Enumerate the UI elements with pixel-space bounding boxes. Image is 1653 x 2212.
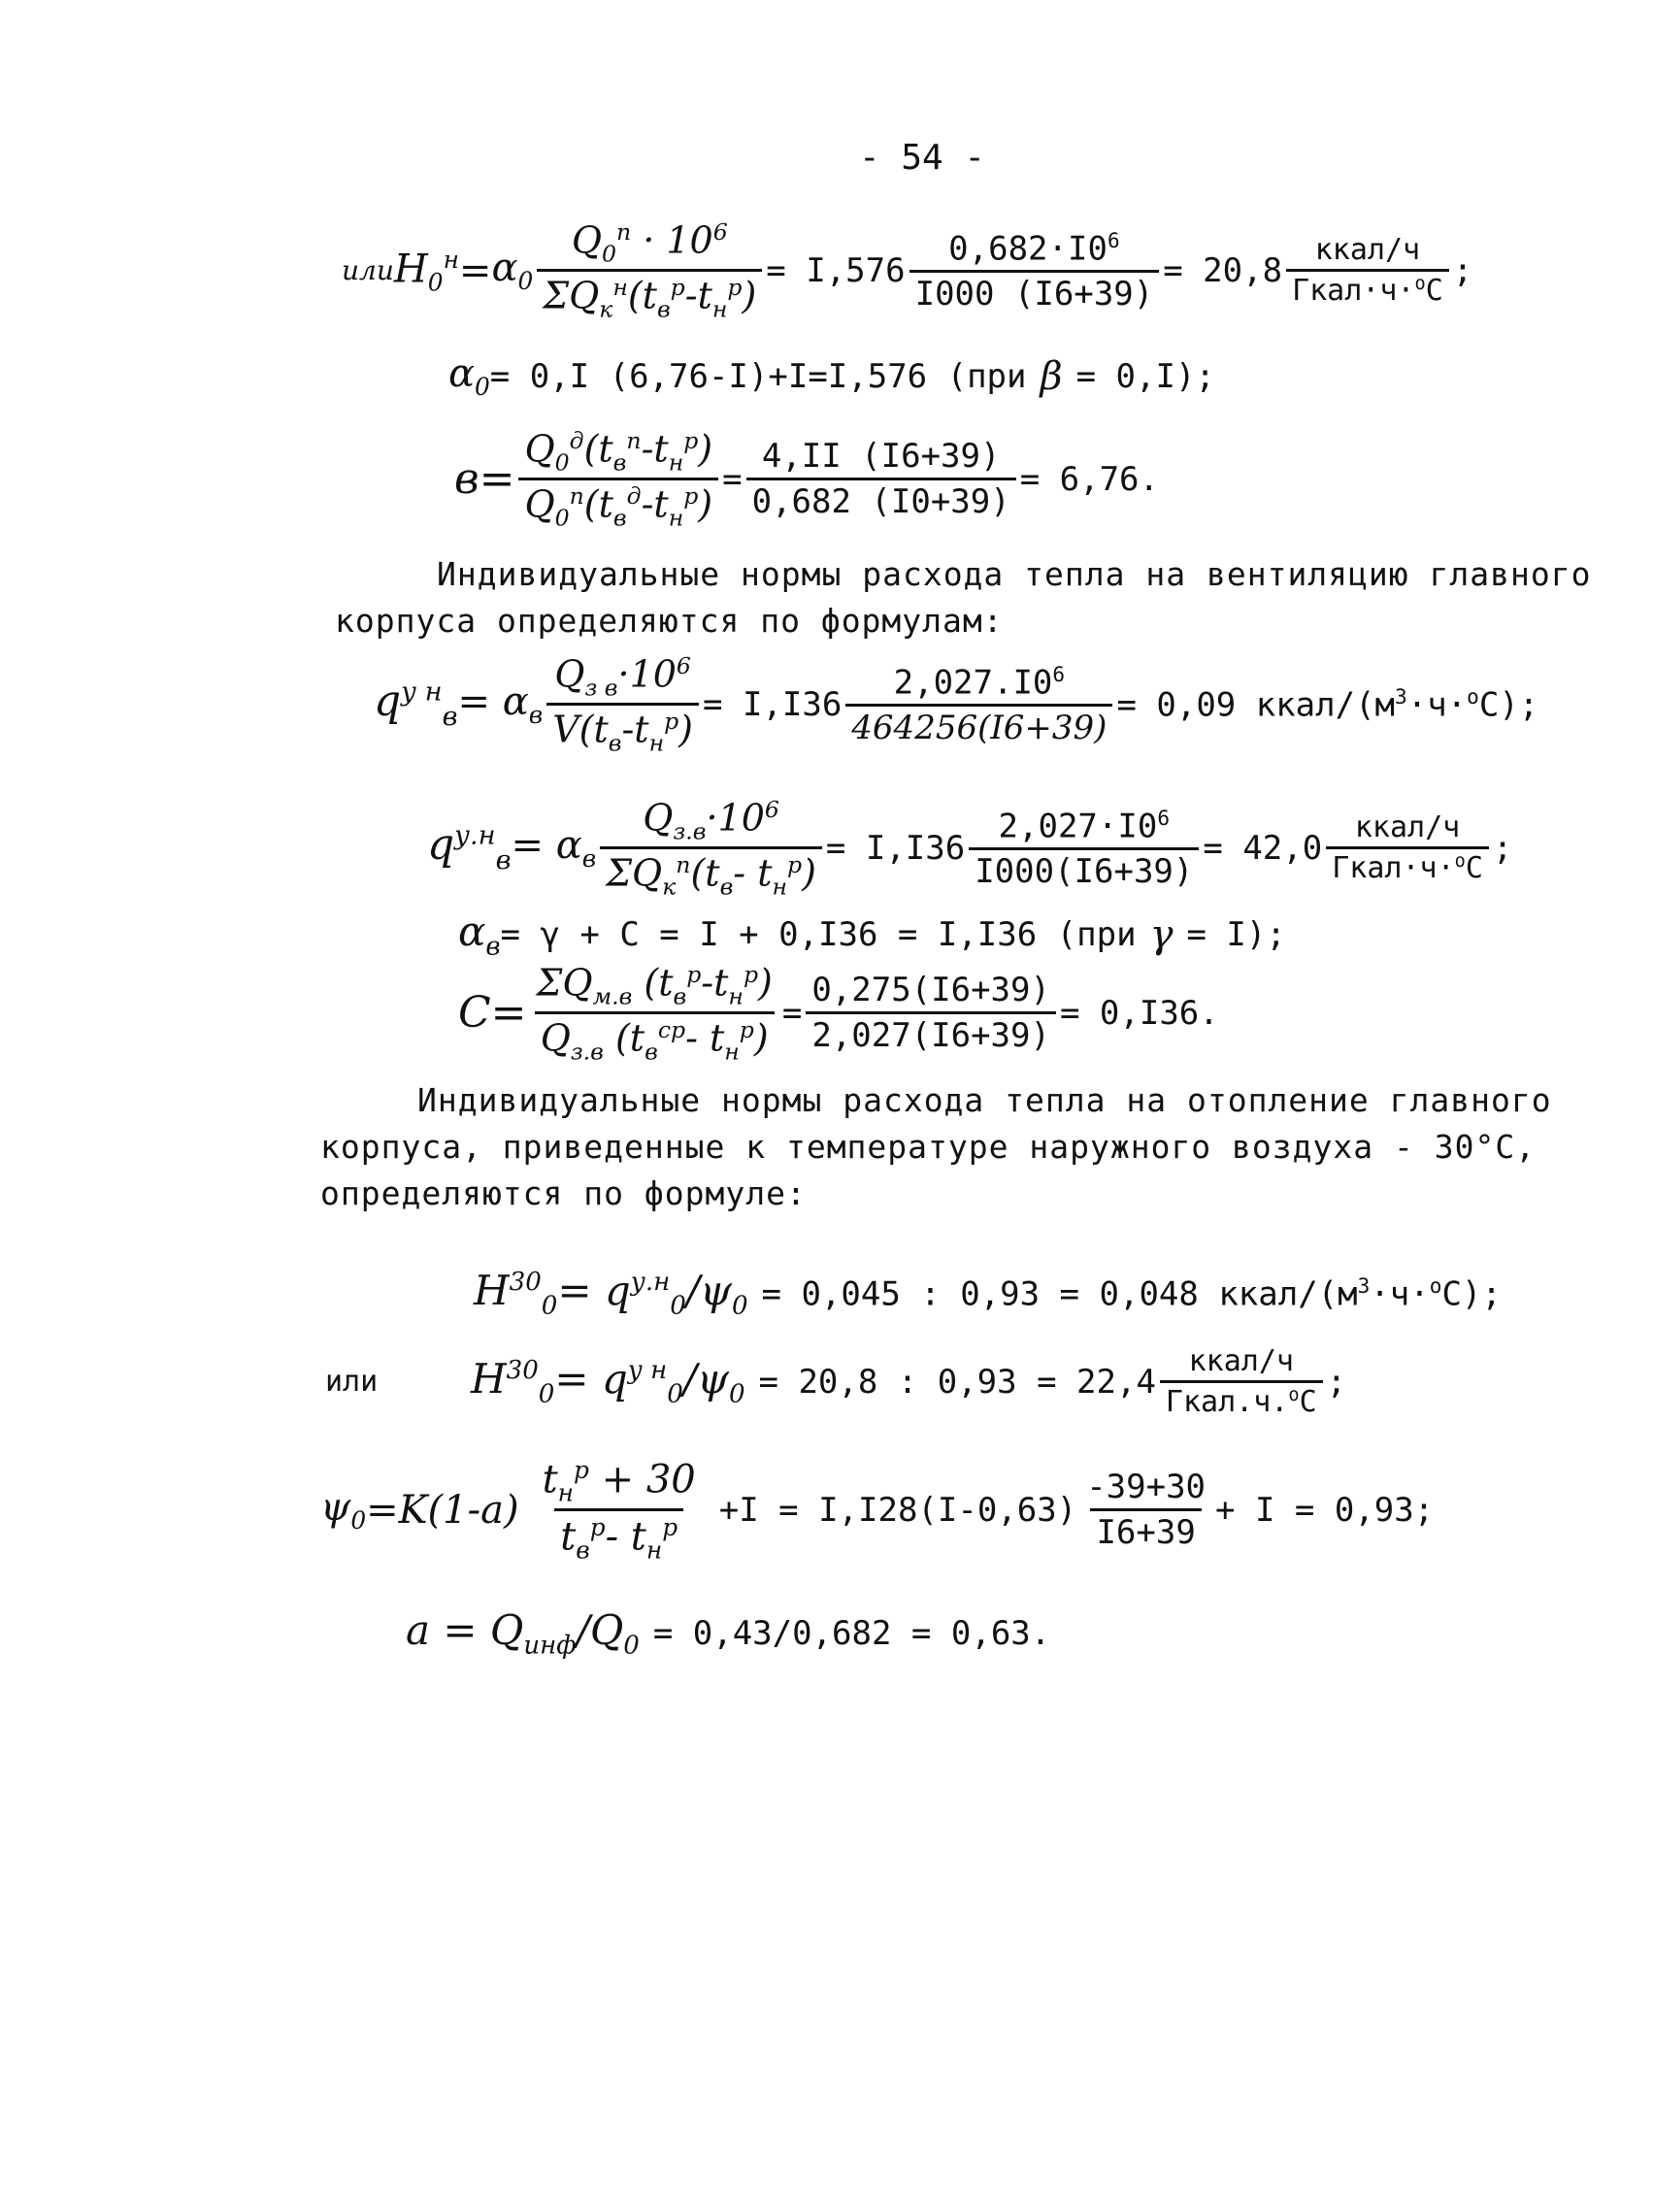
t: q: [427, 820, 455, 871]
s: р: [662, 1513, 678, 1542]
t: 2,027·I0: [998, 806, 1158, 845]
t: ·ч·: [1370, 1274, 1430, 1314]
formula-a: [406, 1606, 1050, 1660]
t: ·ч·: [1406, 685, 1468, 725]
s: 6: [1107, 227, 1120, 252]
t: -t: [701, 961, 729, 1005]
beta: β: [1040, 353, 1063, 399]
var: в: [454, 454, 479, 505]
t: I000 (I6+39): [909, 270, 1160, 314]
s: 6: [712, 218, 728, 246]
t: (t: [644, 961, 674, 1005]
t: С);: [1478, 685, 1539, 725]
s: з в: [584, 674, 618, 702]
t: 2,027(I6+39): [806, 1011, 1056, 1055]
s: о: [1429, 1273, 1442, 1299]
t: ΣQ: [543, 274, 600, 317]
s: 3: [1357, 1273, 1371, 1299]
t: ): [698, 482, 713, 526]
t: V(t: [552, 708, 609, 751]
text: = 0,I (6,76-I)+I=I,576 (при: [489, 356, 1027, 396]
t: Q: [571, 218, 602, 262]
result: + I = 0,93;: [1215, 1490, 1435, 1530]
prefix: или: [325, 1365, 379, 1399]
s: 0: [541, 1291, 558, 1321]
s: 0: [731, 1291, 748, 1321]
formula-c: C = $\frac{\Sigma Q_{м.в} (t_в^р-t_н^р)}{Q_{з.в} (t_в^{ср}- t_н^р)}$ = $\frac{0,275(I6+39)}{2,027(I6+39)}$ = 0,I36.: [458, 961, 1219, 1066]
unit-fraction: [1326, 810, 1489, 885]
fraction: [845, 662, 1112, 747]
s: 0: [601, 240, 616, 268]
t: С: [1465, 851, 1483, 886]
gamma: γ: [1149, 911, 1174, 957]
s: в: [485, 932, 501, 962]
t: (t: [583, 482, 613, 526]
unit-fraction: [1160, 1344, 1323, 1419]
equals: =: [479, 454, 515, 505]
text: +I = I,I28(I-0,63): [718, 1490, 1077, 1530]
s: д: [569, 427, 584, 454]
s: з.в: [673, 817, 707, 845]
s: о: [1414, 274, 1426, 295]
t: t: [560, 1514, 577, 1560]
s: м.в: [592, 982, 633, 1010]
s: в: [576, 1535, 590, 1565]
t: Q: [524, 482, 555, 526]
t: ·10: [617, 652, 677, 696]
s: 0: [554, 504, 570, 532]
fraction: [537, 218, 762, 323]
s: у н: [627, 1355, 668, 1385]
fraction: [600, 796, 822, 901]
t: ): [753, 1016, 769, 1060]
t: · 10: [643, 218, 713, 262]
result: = 6,76.: [1019, 459, 1159, 499]
var: H: [393, 246, 428, 291]
fraction: [806, 971, 1056, 1055]
t: 4,II (I6+39): [761, 437, 1001, 477]
t: 0,682·I0: [948, 228, 1108, 268]
text: = I);: [1186, 914, 1286, 954]
formula-prefix: или: [342, 254, 394, 287]
value: = I,576: [766, 250, 906, 290]
s: н: [668, 448, 684, 477]
s: ср: [657, 1016, 686, 1044]
s: к: [599, 295, 613, 323]
fraction: [537, 1456, 702, 1565]
text: =K(1-a): [366, 1487, 519, 1533]
semicolon: ;: [1452, 250, 1473, 290]
semicolon: ;: [1326, 1362, 1347, 1402]
t: H: [471, 1354, 507, 1403]
s: р: [670, 274, 685, 302]
t: = q: [557, 1267, 631, 1314]
s: р: [787, 851, 803, 879]
fraction: [969, 806, 1199, 891]
s: 30: [509, 1268, 542, 1297]
formula-alpha-v: [458, 908, 1286, 961]
t: С: [1299, 1385, 1317, 1419]
s: 0: [623, 1631, 640, 1661]
s: в: [612, 504, 627, 532]
t: = 0,045 : 0,93 = 0,048 ккал/(м: [761, 1274, 1358, 1314]
s: 30: [506, 1355, 539, 1385]
s: 6: [676, 652, 691, 679]
s: п: [615, 218, 632, 246]
t: С);: [1441, 1274, 1502, 1314]
t: α: [458, 908, 486, 955]
fraction: [746, 437, 1016, 521]
s: р: [683, 427, 699, 454]
s: р: [589, 1513, 606, 1542]
s: р: [743, 961, 759, 988]
t: 0,682 (I0+39): [746, 478, 1016, 521]
t: H: [474, 1267, 510, 1314]
t: = α: [457, 679, 529, 725]
s: з.в: [570, 1038, 604, 1066]
s: п: [676, 851, 691, 879]
s: в: [645, 1038, 658, 1066]
t: ): [678, 708, 693, 751]
s: у.н: [454, 820, 496, 851]
coef: α: [491, 246, 518, 291]
t: -t: [621, 708, 649, 751]
s: в: [442, 702, 458, 733]
text: = γ + C = I + 0,I36 = I,I36 (при: [500, 914, 1137, 954]
s: в: [656, 295, 671, 323]
s: н: [668, 504, 684, 532]
result: = 42,0: [1203, 828, 1323, 868]
text: = 0,I);: [1075, 356, 1215, 396]
t: ): [802, 851, 816, 895]
s: о: [1288, 1385, 1300, 1405]
t: Q: [554, 652, 585, 696]
s: н: [557, 1478, 574, 1507]
s: н: [711, 295, 728, 323]
fraction: [531, 961, 778, 1066]
s: 6: [1052, 661, 1066, 686]
fraction: [518, 427, 718, 532]
s: н: [728, 982, 744, 1010]
t: (t: [627, 274, 657, 317]
t: /ψ: [685, 1267, 732, 1314]
formula-alpha0: $\alpha_0$ = 0,I (6,76-I)+I=I,576 (при β = 0,I);: [448, 351, 1215, 401]
s: у.н: [630, 1268, 671, 1297]
result: = 0,43/0,682 = 0,63.: [652, 1613, 1051, 1653]
s: 6: [764, 796, 779, 823]
s: н: [648, 729, 665, 757]
t: ΣQ: [606, 851, 663, 895]
result: = 0,I36.: [1059, 993, 1219, 1033]
s: д: [626, 482, 642, 511]
result: = 20,8: [1163, 250, 1283, 290]
s: о: [1454, 851, 1466, 873]
t: q: [374, 677, 402, 727]
s: инф: [523, 1631, 577, 1661]
s: р: [664, 708, 679, 736]
s: 0: [728, 1379, 745, 1409]
t: Гкал.ч.: [1165, 1385, 1289, 1419]
paragraph-heating: Индивидуальные нормы расхода тепла на отопление главного корпуса, приведенные к температуре наружного воздуха - 30°С, определяются по формуле:: [320, 1081, 1552, 1212]
result: = 20,8 : 0,93 = 22,4: [758, 1362, 1156, 1402]
semicolon: ;: [1492, 828, 1513, 868]
s: 0: [667, 1379, 683, 1409]
t: = α: [511, 823, 582, 869]
t: I6+39: [1090, 1508, 1201, 1552]
formula-b: в = $\frac{Q_0^д(t_в^п-t_н^р)}{Q_0^п(t_в^д-t_н^р)}$ = $\frac{4,II (I6+39)}{0,682 (I0+39)}$ = 6,76.: [454, 427, 1159, 532]
t: /ψ: [682, 1354, 729, 1403]
s: н: [772, 873, 787, 901]
t: (t: [583, 427, 613, 471]
fraction: [1080, 1468, 1211, 1552]
sub: 0: [427, 267, 444, 296]
t: ΣQ: [536, 961, 593, 1005]
equals: =: [490, 988, 527, 1039]
value: = I,I36: [825, 828, 966, 868]
t: - t: [685, 1016, 725, 1060]
t: ккал/ч: [1314, 233, 1421, 268]
t: t: [542, 1457, 558, 1502]
t: /Q: [576, 1606, 624, 1654]
s: р: [686, 961, 702, 988]
s: 3: [1395, 684, 1407, 710]
s: н: [612, 274, 628, 302]
s: о: [1467, 684, 1479, 710]
s: в: [673, 982, 687, 1010]
t: = q: [554, 1354, 628, 1403]
s: у н: [401, 677, 443, 708]
fraction: [546, 652, 699, 757]
page-number: - 54 -: [859, 138, 986, 178]
s: в: [612, 448, 627, 477]
value: = I,I36: [703, 684, 843, 724]
t: ): [698, 427, 713, 471]
t: -t: [641, 427, 669, 471]
t: 0,275(I6+39): [811, 971, 1050, 1010]
equals: =: [458, 248, 492, 293]
t: Q: [524, 427, 555, 471]
t: ккал/ч: [1354, 810, 1461, 845]
s: в: [581, 844, 597, 874]
t: С: [1425, 274, 1443, 309]
t: ·10: [706, 796, 765, 840]
s: в: [719, 873, 734, 901]
s: п: [569, 482, 584, 511]
t: -39+30: [1086, 1468, 1207, 1507]
t: -t: [641, 482, 669, 526]
s: в: [528, 701, 544, 730]
t: ): [742, 274, 757, 317]
t: Q: [540, 1016, 571, 1060]
t: (t: [690, 851, 720, 895]
formula-psi0: [320, 1456, 1434, 1565]
s: в: [495, 845, 512, 876]
t: Гкал·ч·: [1292, 274, 1415, 309]
var: C: [458, 988, 491, 1039]
t: ): [758, 961, 773, 1005]
t: 2,027.I0: [893, 662, 1053, 702]
s: 6: [1157, 805, 1171, 830]
s: н: [724, 1038, 740, 1066]
formula-h30-heat: [325, 1344, 1346, 1419]
t: (t: [614, 1016, 645, 1060]
s: в: [608, 729, 622, 757]
formula-qv-heat: [427, 796, 1512, 901]
t: -t: [684, 274, 712, 317]
t: I000(I6+39): [969, 847, 1199, 891]
fraction: [909, 228, 1160, 314]
t: = 0,09 ккал/(м: [1116, 685, 1396, 725]
s: р: [683, 482, 699, 511]
s: п: [626, 427, 642, 454]
s: р: [727, 274, 743, 302]
s: 0: [538, 1379, 555, 1409]
t: Гкал·ч·: [1332, 851, 1455, 886]
s: 0: [670, 1291, 686, 1321]
sub: 0: [517, 267, 534, 296]
sup: н: [443, 245, 459, 274]
t: ккал/ч: [1188, 1344, 1294, 1378]
s: р: [739, 1016, 754, 1044]
s: 0: [350, 1506, 367, 1535]
s: 0: [554, 448, 570, 477]
paragraph-ventilation: Индивидуальные нормы расхода тепла на вентиляцию главного корпуса определяются по формулам:: [335, 555, 1592, 640]
t: a = Q: [406, 1606, 524, 1654]
s: р: [574, 1456, 589, 1484]
t: 464256(I6+39): [845, 704, 1112, 747]
t: - t: [605, 1514, 646, 1560]
formula-h30-volume: [474, 1267, 1502, 1320]
t: + 30: [601, 1457, 696, 1502]
formula-h0n: [342, 218, 1472, 323]
formula-qv-volume: [374, 652, 1538, 757]
t: - t: [733, 851, 773, 895]
s: к: [662, 873, 677, 901]
t: Q: [643, 796, 674, 840]
t: ψ: [320, 1485, 351, 1531]
unit-fraction: [1286, 233, 1449, 308]
s: н: [645, 1535, 663, 1565]
